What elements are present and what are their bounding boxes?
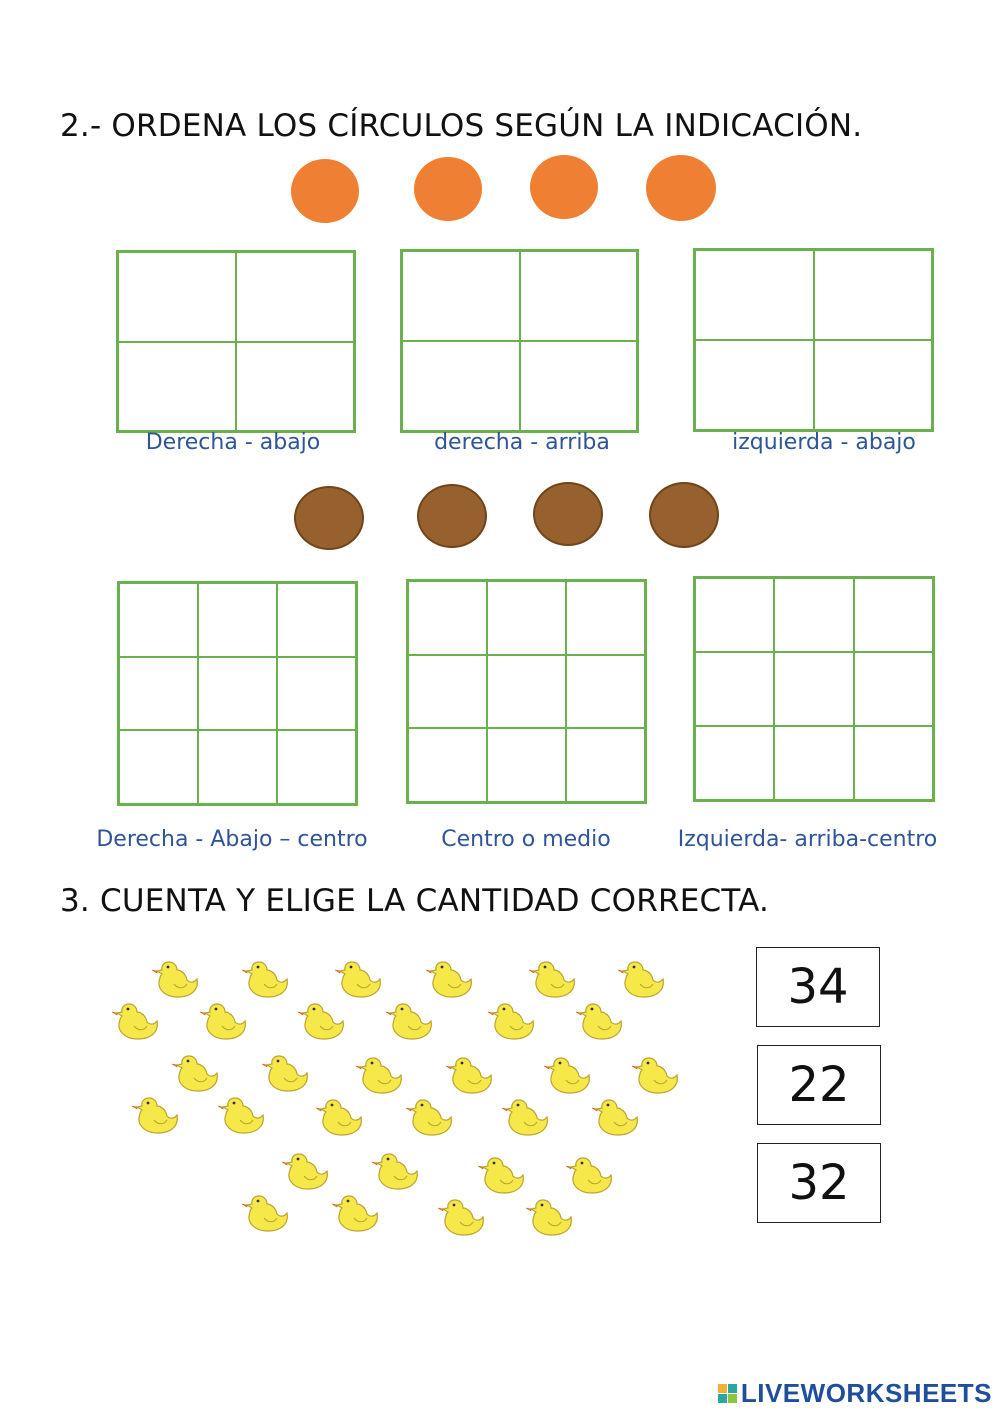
drop-cell[interactable] — [408, 728, 487, 802]
grid-2x2-label-2: derecha - arriba — [434, 430, 610, 455]
drop-cell[interactable] — [520, 251, 638, 341]
drop-cell[interactable] — [814, 340, 933, 430]
brown-circle-3[interactable] — [533, 482, 603, 546]
duck-image — [574, 998, 626, 1042]
duck-image — [486, 998, 538, 1042]
duck-image — [296, 998, 348, 1042]
section-2-heading: 2.- ORDENA LOS CÍRCULOS SEGÚN LA INDICACIÓN. — [60, 108, 863, 144]
grid-3x3-label-3: Izquierda- arriba-centro — [677, 827, 938, 852]
drop-cell[interactable] — [695, 250, 814, 340]
grid-2x2-label-3: izquierda - abajo — [732, 430, 916, 455]
brown-circle-4[interactable] — [649, 482, 719, 548]
drop-cell[interactable] — [198, 730, 277, 804]
liveworksheets-logo — [718, 1378, 992, 1409]
logo-mark-icon — [718, 1384, 737, 1403]
duck-image — [110, 998, 162, 1042]
drop-cell[interactable] — [695, 578, 774, 652]
orange-circle-3[interactable] — [530, 155, 598, 219]
duck-image — [424, 956, 476, 1000]
drop-cell[interactable] — [487, 728, 566, 802]
duck-image — [524, 1194, 576, 1238]
drop-cell[interactable] — [402, 341, 520, 431]
grid-2x2-2 — [400, 249, 639, 433]
drop-cell[interactable] — [119, 583, 198, 657]
duck-image — [333, 956, 385, 1000]
answer-option-2[interactable]: 22 — [757, 1045, 881, 1125]
duck-image — [630, 1052, 682, 1096]
drop-cell[interactable] — [695, 726, 774, 800]
drop-cell[interactable] — [774, 578, 853, 652]
brown-circle-2[interactable] — [417, 484, 487, 548]
duck-image — [436, 1194, 488, 1238]
drop-cell[interactable] — [198, 657, 277, 731]
grid-2x2-label-1: Derecha - abajo — [145, 430, 321, 455]
section-3-heading: 3. CUENTA Y ELIGE LA CANTIDAD CORRECTA. — [60, 883, 770, 919]
drop-cell[interactable] — [118, 342, 236, 432]
drop-cell[interactable] — [695, 652, 774, 726]
duck-image — [170, 1050, 222, 1094]
duck-image — [354, 1052, 406, 1096]
drop-cell[interactable] — [566, 728, 645, 802]
duck-image — [476, 1152, 528, 1196]
grid-3x3-2 — [406, 579, 647, 804]
duck-image — [198, 998, 250, 1042]
drop-cell[interactable] — [277, 730, 356, 804]
drop-cell[interactable] — [236, 252, 354, 342]
duck-image — [130, 1092, 182, 1136]
duck-image — [280, 1148, 332, 1192]
duck-image — [590, 1094, 642, 1138]
drop-cell[interactable] — [402, 251, 520, 341]
answer-option-3[interactable]: 32 — [757, 1143, 881, 1223]
drop-cell[interactable] — [198, 583, 277, 657]
drop-cell[interactable] — [118, 252, 236, 342]
duck-image — [500, 1094, 552, 1138]
drop-cell[interactable] — [408, 581, 487, 655]
duck-image — [240, 1190, 292, 1234]
drop-cell[interactable] — [774, 652, 853, 726]
ducks-group — [100, 940, 700, 1250]
drop-cell[interactable] — [854, 726, 933, 800]
drop-cell[interactable] — [119, 657, 198, 731]
grid-2x2-3 — [693, 248, 934, 432]
grid-3x3-3 — [693, 576, 935, 802]
duck-image — [260, 1050, 312, 1094]
duck-image — [330, 1190, 382, 1234]
orange-circle-1[interactable] — [291, 159, 359, 223]
grid-3x3-label-2: Centro o medio — [441, 827, 611, 852]
brand-name: LIVEWORKSHEETS — [740, 1378, 992, 1408]
grid-3x3-1 — [117, 581, 358, 806]
drop-cell[interactable] — [854, 578, 933, 652]
drop-cell[interactable] — [695, 340, 814, 430]
duck-image — [616, 956, 668, 1000]
drop-cell[interactable] — [408, 655, 487, 729]
drop-cell[interactable] — [520, 341, 638, 431]
drop-cell[interactable] — [119, 730, 198, 804]
drop-cell[interactable] — [774, 726, 853, 800]
drop-cell[interactable] — [277, 657, 356, 731]
drop-cell[interactable] — [814, 250, 933, 340]
orange-circle-2[interactable] — [414, 157, 482, 221]
drop-cell[interactable] — [854, 652, 933, 726]
drop-cell[interactable] — [487, 581, 566, 655]
grid-2x2-1 — [116, 250, 356, 433]
duck-image — [216, 1092, 268, 1136]
duck-image — [384, 998, 436, 1042]
orange-circle-4[interactable] — [646, 155, 716, 221]
brown-circle-1[interactable] — [294, 486, 364, 550]
duck-image — [240, 956, 292, 1000]
drop-cell[interactable] — [566, 581, 645, 655]
drop-cell[interactable] — [277, 583, 356, 657]
answer-option-1[interactable]: 34 — [756, 947, 880, 1027]
duck-image — [370, 1148, 422, 1192]
drop-cell[interactable] — [566, 655, 645, 729]
duck-image — [542, 1052, 594, 1096]
drop-cell[interactable] — [236, 342, 354, 432]
duck-image — [527, 956, 579, 1000]
grid-3x3-label-1: Derecha - Abajo – centro — [96, 827, 368, 852]
duck-image — [564, 1152, 616, 1196]
duck-image — [444, 1052, 496, 1096]
duck-image — [404, 1094, 456, 1138]
drop-cell[interactable] — [487, 655, 566, 729]
duck-image — [150, 956, 202, 1000]
duck-image — [314, 1094, 366, 1138]
